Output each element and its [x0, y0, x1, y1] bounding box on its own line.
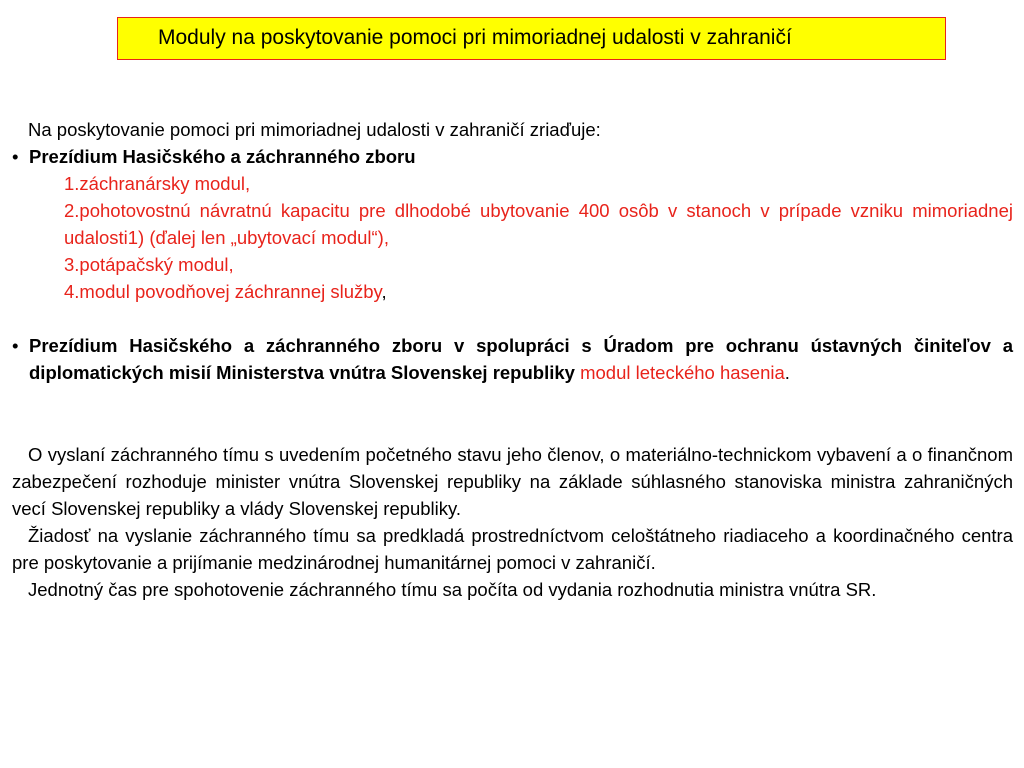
module-item: 1.záchranársky modul,	[64, 173, 251, 194]
slide-content	[12, 116, 1013, 603]
section2-heading: Prezídium Hasičského a záchranného zboru v spolupráci s Úradom pre ochranu ústavných činiteľov a diplomatických misií Ministerstva vnútra Slovenskej republiky	[29, 335, 1013, 383]
section1-heading: Prezídium Hasičského a záchranného zboru	[29, 146, 416, 167]
bullet-icon: •	[12, 335, 19, 356]
module-item-text: 4.modul povodňovej záchrannej služby	[64, 281, 382, 302]
bullet-icon: •	[12, 146, 19, 167]
section1-bullet	[12, 143, 1013, 170]
module-item: 3.potápačský modul,	[64, 254, 234, 275]
section2-module: modul leteckého hasenia	[580, 362, 785, 383]
title-box	[117, 17, 946, 60]
paragraph: Žiadosť na vyslanie záchranného tímu sa predkladá prostredníctvom celoštátneho riadiaceho a koordinačného centra pre poskytovanie a prijímanie medzinárodnej humanitárnej pomoci v zahraničí.	[12, 525, 1013, 573]
module-item: 2.pohotovostnú návratnú kapacitu pre dlhodobé ubytovanie 400 osôb v stanoch v prípade vzniku mimoriadnej udalosti1) (ďalej len „ubytovací modul“),	[64, 200, 1013, 248]
spacer	[12, 305, 1013, 332]
section2-body	[29, 332, 1013, 386]
module-item-last	[12, 278, 1013, 305]
intro-text: Na poskytovanie pomoci pri mimoriadnej udalosti v zahraničí zriaďuje:	[28, 119, 601, 140]
section2-punct: .	[784, 362, 790, 383]
slide-title: Moduly na poskytovanie pomoci pri mimoriadnej udalosti v zahraničí	[158, 26, 792, 49]
section2-bullet	[12, 332, 1013, 386]
paragraph: O vyslaní záchranného tímu s uvedením početného stavu jeho členov, o materiálno-technickom vybavení a o finančnom zabezpečení rozhoduje minister vnútra Slovenskej republiky na základe súhlasného stanoviska ministra zahraničných vecí Slovenskej republiky a vlády Slovenskej republiky.	[12, 444, 1013, 519]
module-item-punct: ,	[381, 281, 387, 302]
paragraph: Jednotný čas pre spohotovenie záchranného tímu sa počíta od vydania rozhodnutia ministra vnútra SR.	[28, 579, 877, 600]
spacer	[12, 386, 1013, 441]
